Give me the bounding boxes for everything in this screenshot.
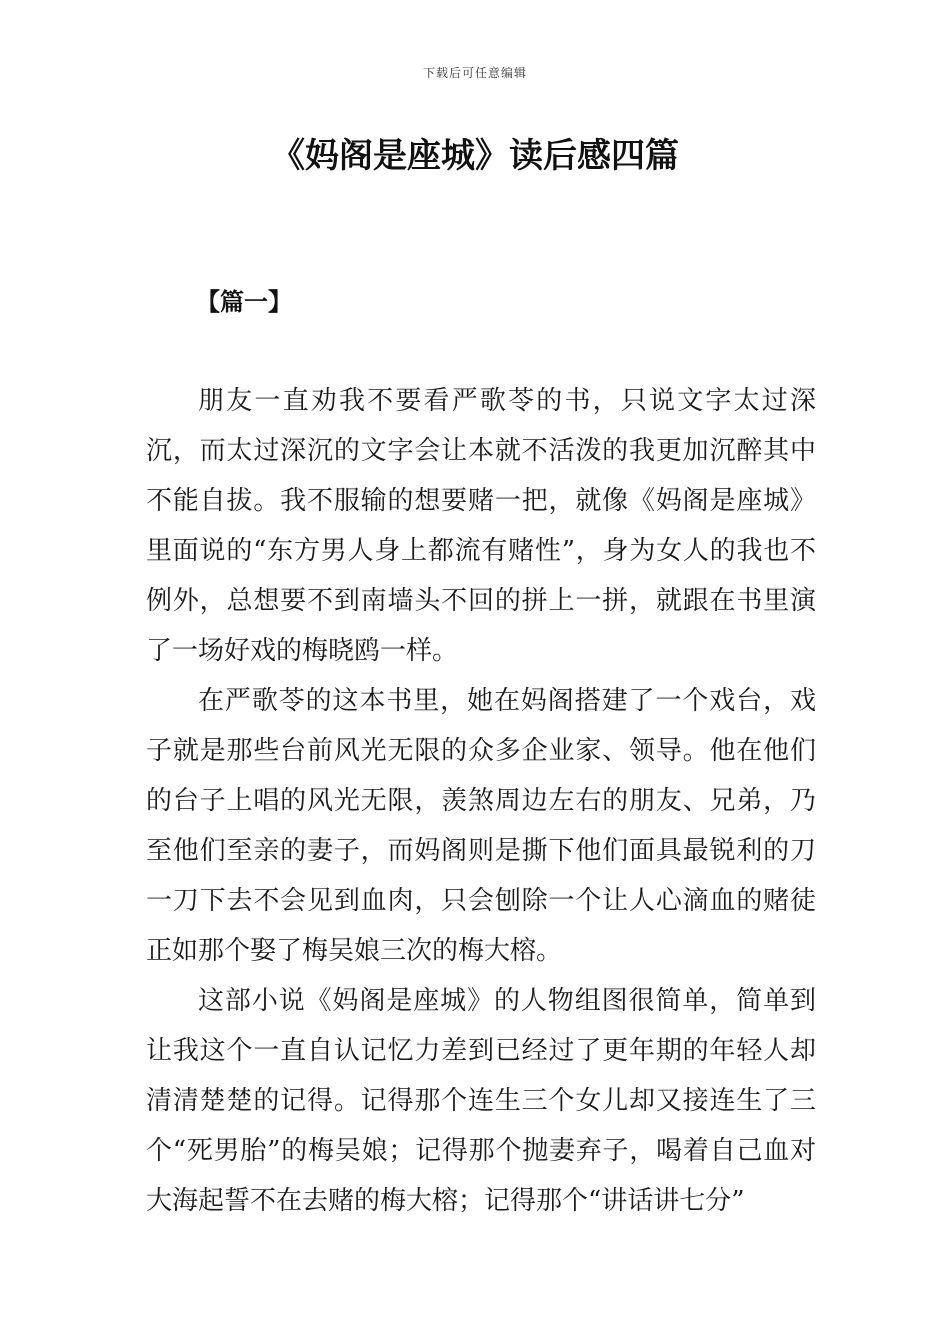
paragraph-1: 朋友一直劝我不要看严歌苓的书，只说文字太过深沉，而太过深沉的文字会让本就不活泼的我更加沉醉其中不能自拔。我不服输的想要赌一把，就像《妈阁是座城》里面说的“东方男人身上都流有赌性”，身为女人的我也不例外，总想要不到南墙头不回的拼上一拼，就跟在书里演了一场好戏的梅晓鸥一样。 [146, 386, 816, 666]
document-title: 《妈阁是座城》读后感四篇 [271, 136, 679, 176]
paragraph-3: 这部小说《妈阁是座城》的人物组图很简单，简单到让我这个一直自认记忆力差到已经过了更年期的年轻人却清清楚楚的记得。记得那个连生三个女儿却又接连生了三个“死男胎”的梅吴娘；记得那个抛妻弃子，喝着自己血对大海起誓不在去赌的梅大榕；记得那个“讲话讲七分” [146, 986, 816, 1216]
header-note: 下载后可任意编辑 [422, 66, 527, 80]
section-heading: 【篇一】 [196, 288, 292, 316]
body-text [146, 376, 816, 1226]
paragraph-2: 在严歌苓的这本书里，她在妈阁搭建了一个戏台，戏子就是那些台前风光无限的众多企业家、领导。他在他们的台子上唱的风光无限，羡煞周边左右的朋友、兄弟，乃至他们至亲的妻子，而妈阁则是撕下他们面具最锐利的刀一刀下去不会见到血肉，只会刨除一个让人心滴血的赌徒正如那个娶了梅吴娘三次的梅大榕。 [146, 686, 816, 966]
